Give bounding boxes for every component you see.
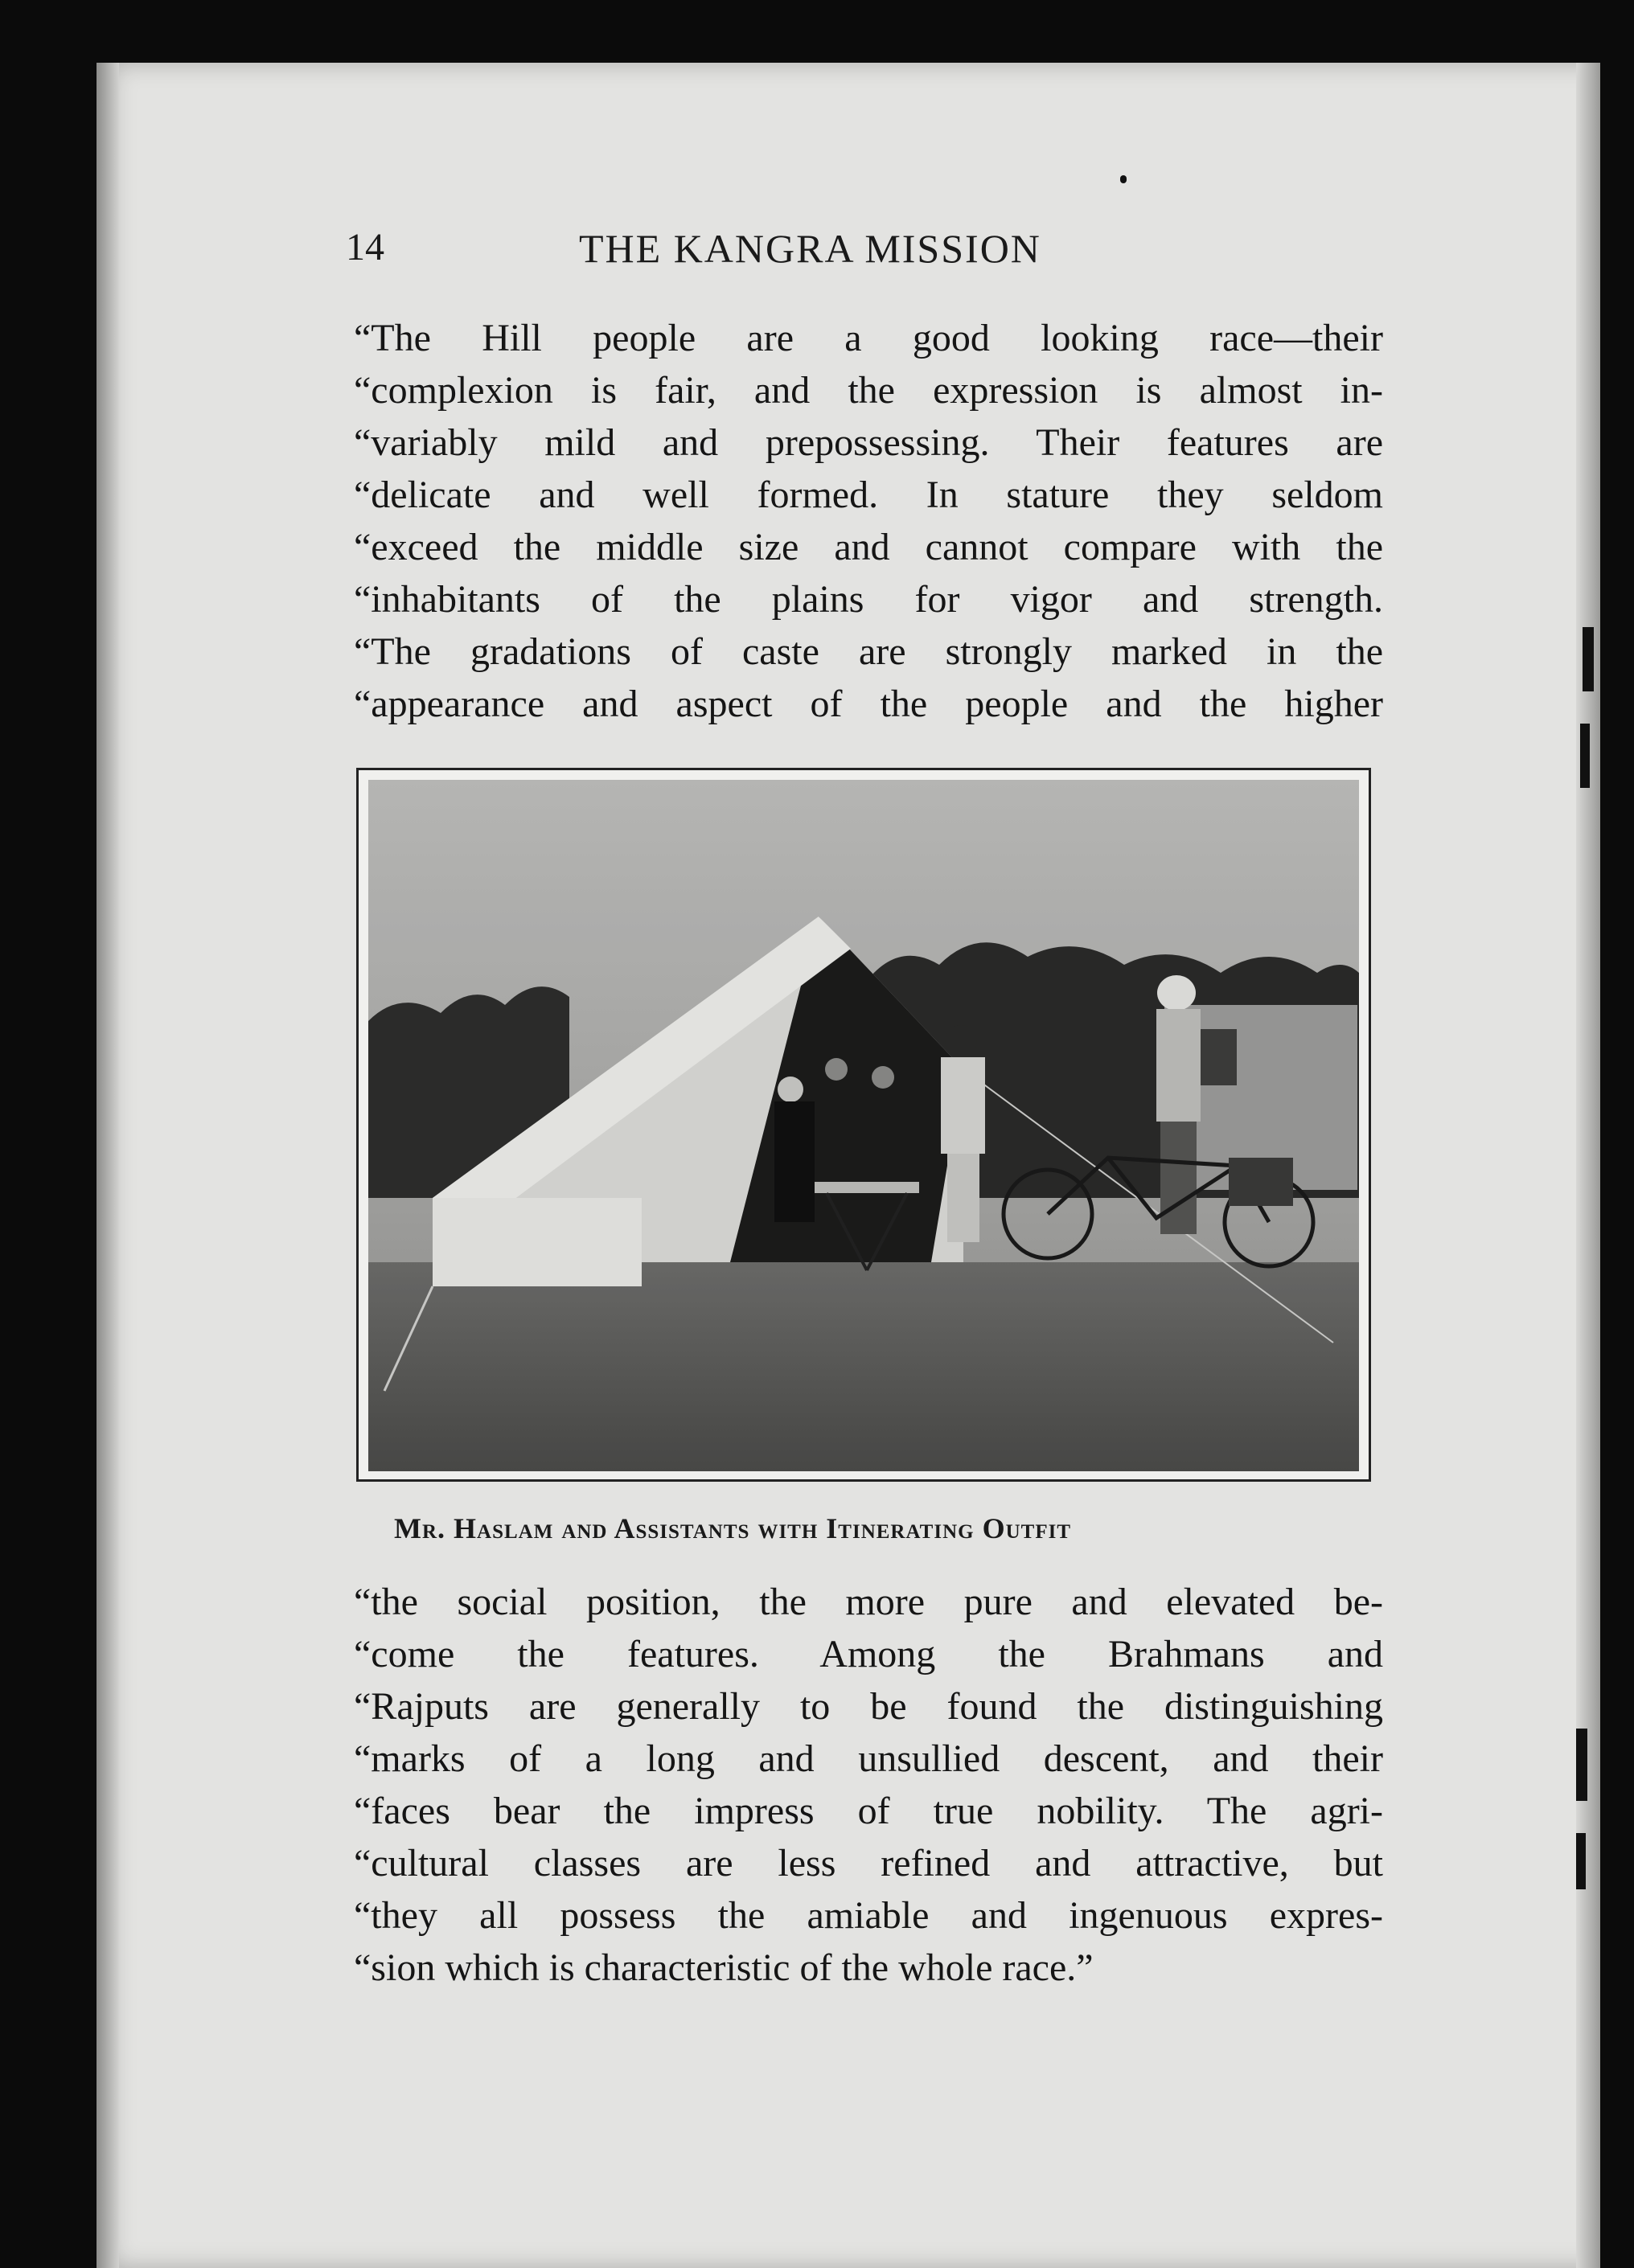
- scan-mark: [1583, 627, 1594, 691]
- scan-mark: [1580, 724, 1590, 788]
- page-number: 14: [346, 226, 384, 269]
- scan-mark: [1576, 1833, 1586, 1889]
- text-line: “The gradations of caste are strongly marked in the: [354, 630, 1383, 673]
- scan-mark: [1576, 1729, 1587, 1801]
- page-binding-shadow: [96, 63, 119, 2268]
- paragraph-top: [354, 312, 1383, 730]
- text-line: “complexion is fair, and the expression is almost in-: [354, 369, 1383, 412]
- photo-figure: [356, 768, 1371, 1482]
- text-line: “they all possess the amiable and ingenuous expres-: [354, 1894, 1383, 1937]
- text-line: “the social position, the more pure and elevated be-: [354, 1581, 1383, 1623]
- page-header: [346, 225, 1391, 273]
- tent-camp-photo: [368, 780, 1359, 1471]
- paragraph-bottom: [354, 1576, 1383, 1994]
- text-line: “Rajputs are generally to be found the distinguishing: [354, 1685, 1383, 1728]
- text-line: “The Hill people are a good looking race—their: [354, 317, 1383, 359]
- running-title: THE KANGRA MISSION: [579, 226, 1041, 271]
- page-right-edge: [1576, 63, 1600, 2268]
- scan-mark: [1120, 175, 1127, 183]
- text-line: “cultural classes are less refined and attractive, but: [354, 1842, 1383, 1885]
- text-line: “faces bear the impress of true nobility. The agri-: [354, 1790, 1383, 1832]
- text-line: “exceed the middle size and cannot compare with the: [354, 526, 1383, 568]
- text-line: “inhabitants of the plains for vigor and strength.: [354, 578, 1383, 621]
- text-line: “appearance and aspect of the people and the higher: [354, 683, 1383, 725]
- text-line: “sion which is characteristic of the whole race.”: [354, 1946, 1094, 1989]
- text-line: “come the features. Among the Brahmans and: [354, 1633, 1383, 1675]
- text-line: “delicate and well formed. In stature they seldom: [354, 474, 1383, 516]
- text-line: “marks of a long and unsullied descent, and their: [354, 1737, 1383, 1780]
- figure-caption: Mr. Haslam and Assistants with Itinerating Outfit: [394, 1512, 1071, 1544]
- text-line: “variably mild and prepossessing. Their features are: [354, 421, 1383, 464]
